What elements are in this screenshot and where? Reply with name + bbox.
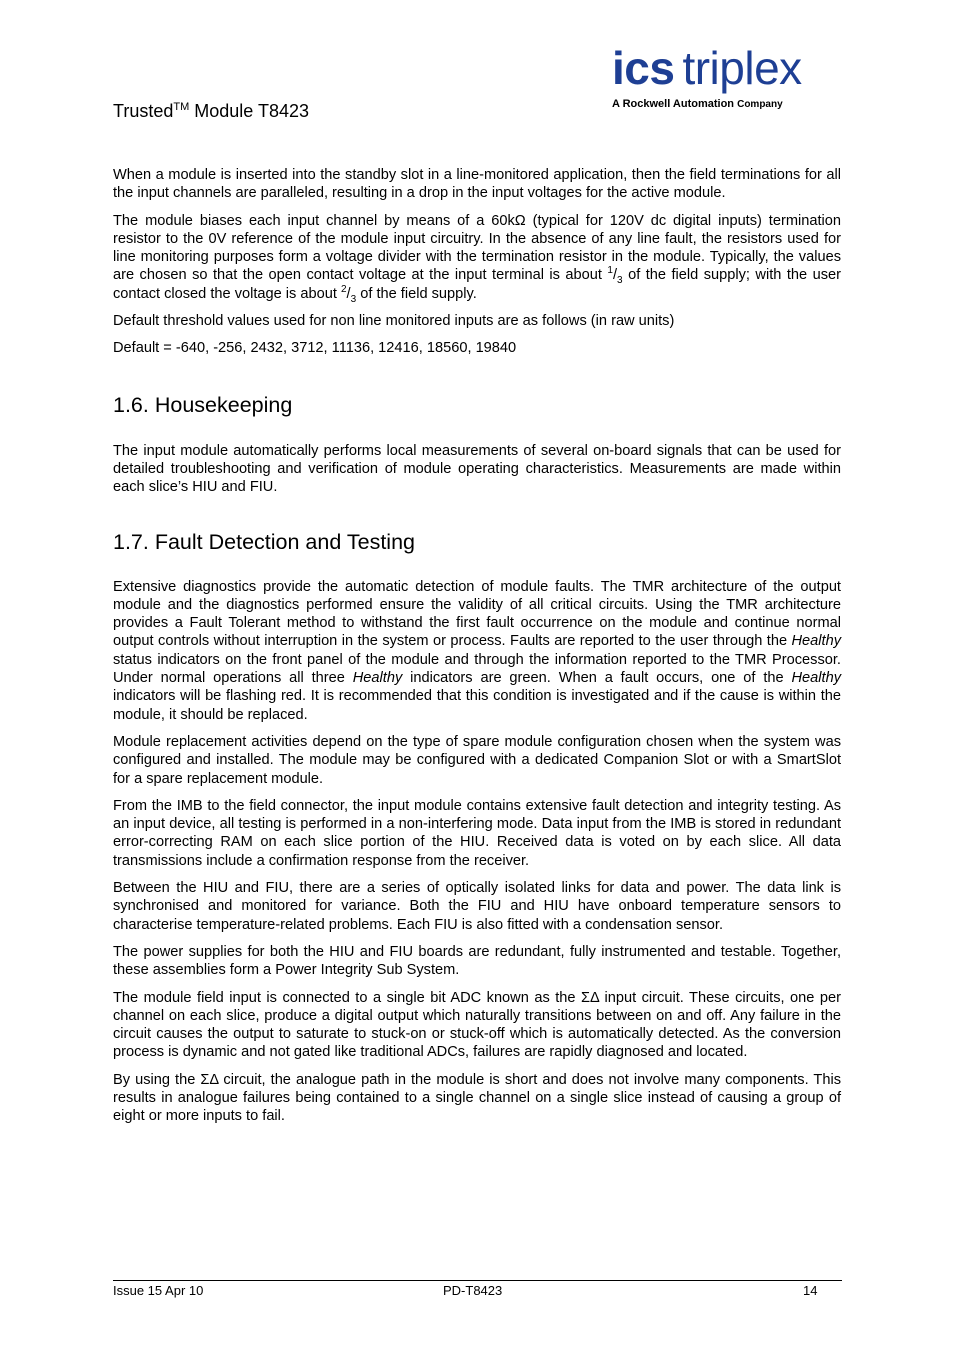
fraction-numerator: 1	[607, 265, 613, 277]
fraction-slash: /	[346, 285, 351, 302]
fraction-denominator: 3	[617, 275, 623, 287]
logo-tagline	[612, 98, 844, 110]
section-heading-fault-detection: 1.7. Fault Detection and Testing	[113, 529, 415, 554]
intro-paragraph-2	[113, 212, 841, 303]
healthy-term: Healthy	[352, 670, 403, 687]
intro-paragraph-4: Default = -640, -256, 2432, 3712, 11136, 12416, 18560, 19840	[113, 340, 517, 357]
fault-p1-text-c: indicators are green. When a fault occurs, one of the	[402, 670, 792, 687]
footer-divider	[113, 1280, 842, 1281]
footer-document-id: PD-T8423	[443, 1283, 503, 1298]
fraction-numerator: 2	[340, 283, 347, 295]
fault-paragraph-2: Module replacement activities depend on the type of spare module configuration chosen when the system was configured and installed. The module may be configured with a dedicated Companion Slot or with a SmartSlot for a spare replacement module.	[113, 733, 841, 787]
intro-p2-main: The module biases each input channel by means of a 60kΩ (typical for 120V dc digital inputs) termination resistor to the 0V reference of the module input circuitry. In the absence of any line fault, the resistors used for line monitoring purposes form a voltage divider with the termination resistor in the module. Typically, the values are chosen so that the open contact voltage at the input terminal is about	[113, 212, 841, 284]
fault-paragraph-5: The power supplies for both the HIU and FIU boards are redundant, fully instrumented and testable. Together, these assemblies form a Power Integrity Sub System.	[113, 943, 841, 979]
fault-paragraph-4: Between the HIU and FIU, there are a series of optically isolated links for data and power. The data link is synchronised and monitored for variance. Both the FIU and HIU have onboard temperature sensors to characterise temperature-related problems. Each FIU is also fitted with a condensation sensor.	[113, 880, 841, 933]
logo-tagline-company: A Rockwell Automation	[612, 98, 735, 110]
housekeeping-paragraph-1: The input module automatically performs local measurements of several on-board signals that can be used for detailed troubleshooting and verification of module operating characteristics. Measurements are made within each slice’s HIU and FIU.	[113, 442, 841, 496]
fraction-slash: /	[612, 267, 618, 284]
document-body	[113, 166, 841, 1135]
intro-p2-end: of the field supply.	[356, 285, 477, 302]
healthy-term: Healthy	[791, 670, 841, 687]
footer-issue: Issue 15 Apr 10	[113, 1283, 204, 1298]
title-suffix: Module T8423	[189, 101, 310, 121]
footer-page-number: 14	[803, 1283, 818, 1298]
healthy-term: Healthy	[791, 633, 841, 650]
title-prefix: Trusted	[113, 101, 174, 121]
intro-paragraph-3: Default threshold values used for non line monitored inputs are as follows (in raw units)	[113, 313, 675, 330]
fault-paragraph-6: The module field input is connected to a single bit ADC known as the ΣΔ input circuit. These circuits, one per channel on each slice, produce a digital output which naturally transitions between on and off. Any failure in the circuit causes the output to saturate to stuck-on or stuck-off which is automatically detected. As the conversion process is dynamic and not gated like traditional ADCs, failures are rapidly diagnosed and located.	[113, 989, 841, 1061]
fault-p1-text-a: Extensive diagnostics provide the automatic detection of module faults. The TMR architecture of the output module and the diagnostics performed ensure the validity of all critical circuits. Using the TMR architecture provides a Fault Tolerant method to withstand the first fault occurrence on the module and continue normal output controls without interruption in the system or process. Faults are reported to the user through the	[113, 578, 841, 650]
fault-paragraph-7: By using the ΣΔ circuit, the analogue path in the module is short and does not involve many components. This results in analogue failures being contained to a single channel on a single slice instead of causing a group of eight or more inputs to fail.	[113, 1071, 841, 1125]
intro-paragraph-1: When a module is inserted into the standby slot in a line-monitored application, then the field terminations for all the input channels are paralleled, resulting in a drop in the input voltages for the active module.	[113, 167, 841, 202]
logo-wordmark	[612, 40, 844, 96]
logo-ics-text: ics	[612, 42, 675, 94]
section-heading-housekeeping: 1.6. Housekeeping	[113, 392, 293, 417]
company-logo	[612, 40, 844, 110]
logo-tagline-suffix: Company	[737, 99, 783, 110]
fraction-one-third	[607, 265, 623, 287]
fault-p1-text-d: indicators will be flashing red. It is recommended that this condition is investigated and if the cause is within the module, it should be replaced.	[113, 688, 841, 723]
document-title	[113, 101, 309, 122]
fault-p1-text-b: status indicators on the front panel of the module and through the information reported to the TMR Processor. Under normal operations all three	[113, 651, 841, 687]
fault-paragraph-1	[113, 578, 841, 724]
logo-triplex-text: triplex	[682, 42, 802, 94]
trademark-mark: TM	[173, 101, 190, 113]
fault-paragraph-3: From the IMB to the field connector, the input module contains extensive fault detection and integrity testing. As an input device, all testing is performed in a non-interfering mode. Data input from the IMB is stored in redundant error-correcting RAM on each slice portion of the HIU. Received data is voted on by each slice. All data transmissions include a confirmation response from the receiver.	[113, 797, 841, 869]
fraction-two-thirds	[340, 283, 357, 305]
intro-p2-mid: of the field supply; with the user contact closed the voltage is about	[113, 267, 841, 302]
fraction-denominator: 3	[350, 293, 357, 305]
